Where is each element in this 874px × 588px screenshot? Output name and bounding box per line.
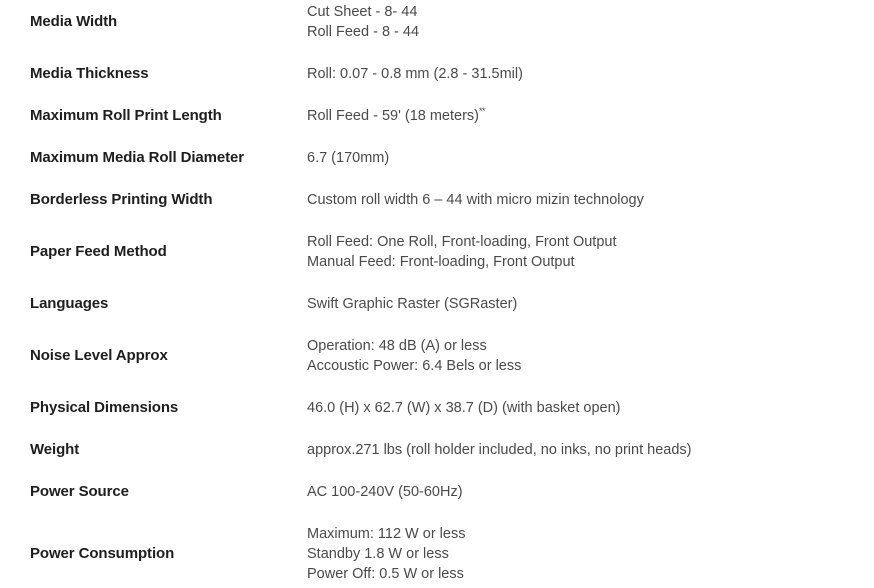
spec-label: Borderless Printing Width: [30, 191, 213, 208]
spec-label: Media Thickness: [30, 65, 149, 82]
spec-value: [307, 232, 874, 272]
spec-value-line: Operation: 48 dB (A) or less: [307, 338, 487, 354]
spec-label: Languages: [30, 295, 109, 312]
spec-value: [307, 440, 874, 460]
spec-value: [307, 294, 874, 314]
spec-label: Media Width: [30, 13, 118, 30]
spec-row: [30, 64, 874, 84]
spec-row: [30, 190, 874, 210]
spec-value-line: 6.7 (170mm): [307, 150, 390, 166]
spec-row: [30, 440, 874, 460]
spec-row: [30, 294, 874, 314]
spec-label: Weight: [30, 441, 80, 458]
spec-value: [307, 64, 874, 84]
spec-row: [30, 336, 874, 376]
spec-value-line: 46.0 (H) x 62.7 (W) x 38.7 (D) (with basket open): [307, 400, 621, 416]
spec-value-line: Roll Feed - 8 - 44: [307, 24, 420, 40]
spec-value: [307, 336, 874, 376]
spec-value: [307, 2, 874, 42]
spec-value: [307, 398, 874, 418]
spec-value-line: Swift Graphic Raster (SGRaster): [307, 296, 518, 312]
spec-label: Maximum Media Roll Diameter: [30, 149, 245, 166]
spec-value-line: Manual Feed: Front-loading, Front Output: [307, 254, 575, 270]
spec-label: Power Consumption: [30, 545, 175, 562]
spec-value-line: AC 100-240V (50-60Hz): [307, 484, 463, 500]
spec-value: [307, 106, 874, 126]
spec-row: [30, 148, 874, 168]
spec-label: Paper Feed Method: [30, 243, 167, 260]
spec-label: Power Source: [30, 483, 129, 500]
spec-value: [307, 524, 874, 584]
footnote-marker: **: [479, 106, 486, 117]
spec-value-line: Cut Sheet - 8- 44: [307, 4, 418, 20]
spec-value-line: Roll Feed - 59' (18 meters)**: [307, 106, 486, 124]
spec-row: [30, 482, 874, 502]
spec-row: [30, 2, 874, 42]
spec-value: [307, 482, 874, 502]
spec-value: [307, 190, 874, 210]
spec-value-line: Power Off: 0.5 W or less: [307, 566, 464, 582]
spec-value-line: Maximum: 112 W or less: [307, 526, 466, 542]
spec-label: Maximum Roll Print Length: [30, 107, 222, 124]
spec-row: [30, 106, 874, 126]
spec-row: [30, 232, 874, 272]
spec-value-line: approx.271 lbs (roll holder included, no inks, no print heads): [307, 442, 692, 458]
spec-label: Physical Dimensions: [30, 399, 179, 416]
spec-value-line: Roll Feed: One Roll, Front-loading, Front Output: [307, 234, 617, 250]
spec-label: Noise Level Approx: [30, 347, 168, 364]
spec-value-line: Roll: 0.07 - 0.8 mm (2.8 - 31.5mil): [307, 66, 523, 82]
spec-row: [30, 524, 874, 584]
spec-row: [30, 398, 874, 418]
spec-value-line: Custom roll width 6 – 44 with micro mizin technology: [307, 192, 644, 208]
spec-value-line: Accoustic Power: 6.4 Bels or less: [307, 358, 522, 374]
spec-value: [307, 148, 874, 168]
spec-value-line: Standby 1.8 W or less: [307, 546, 449, 562]
